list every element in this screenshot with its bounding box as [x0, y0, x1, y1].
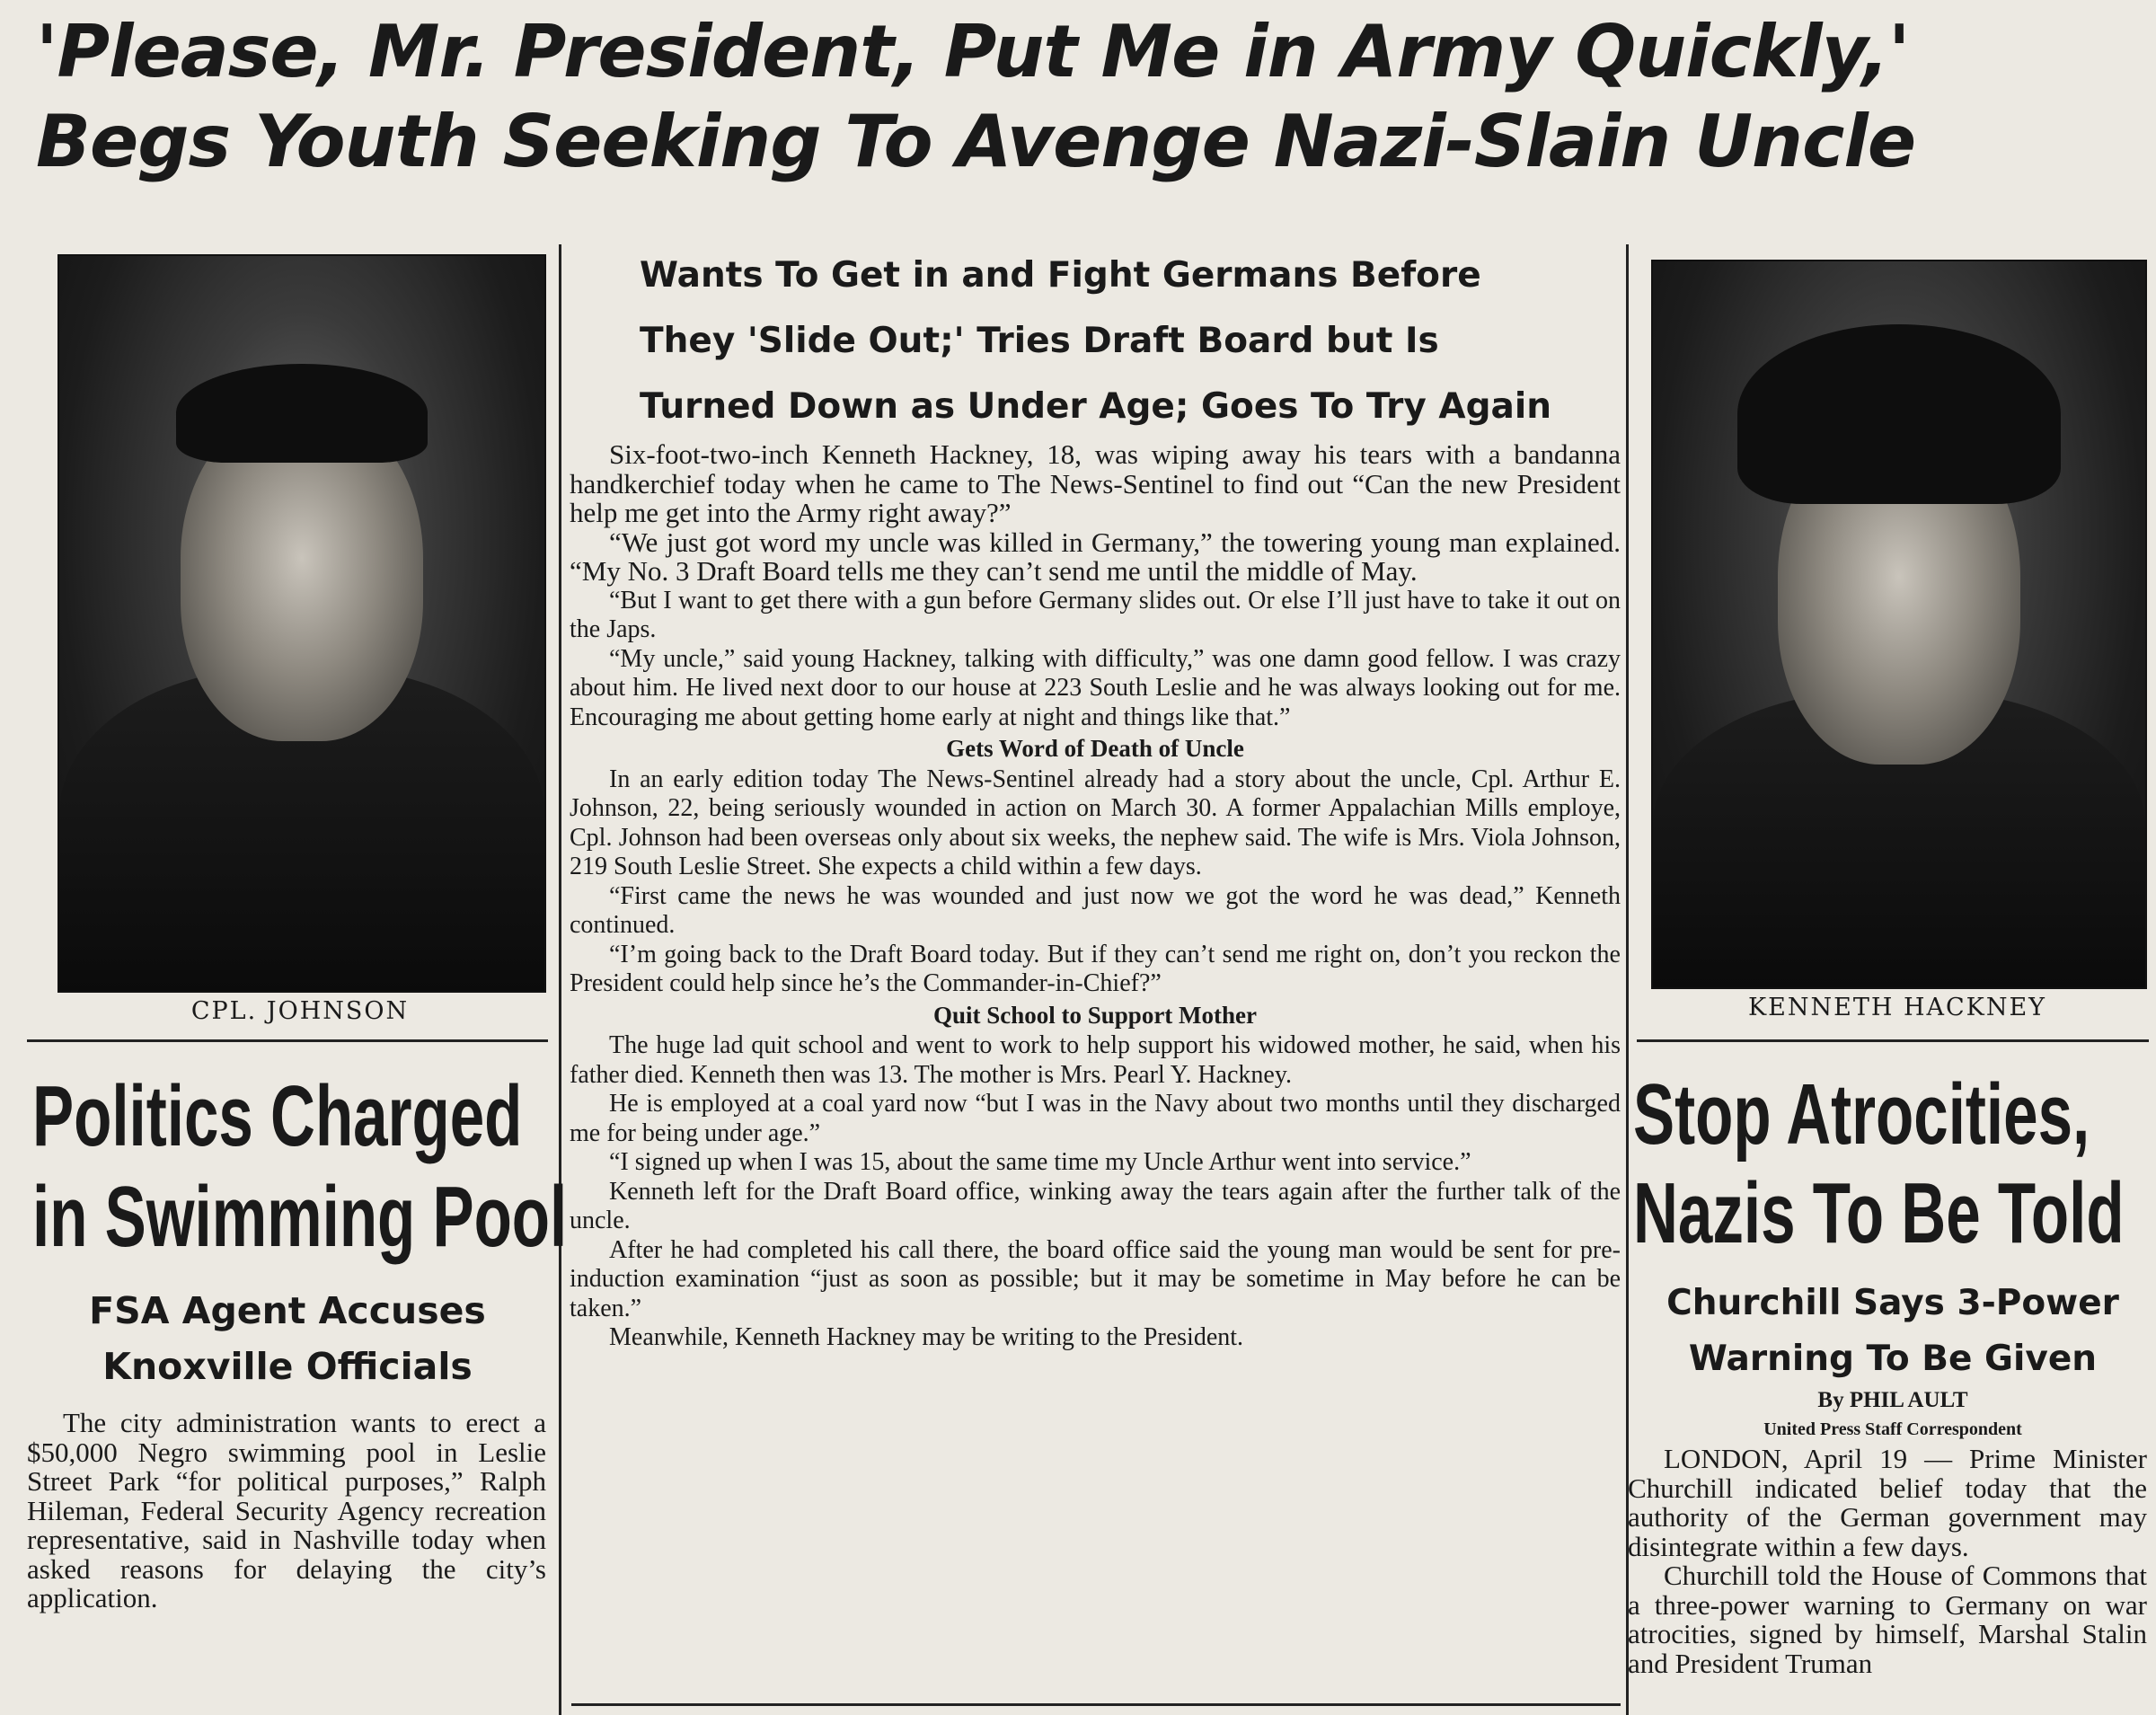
section-rule-left [27, 1039, 548, 1042]
left-story-headline-line2: in Swimming Pool [32, 1169, 568, 1265]
main-paragraph: Six-foot-two-inch Kenneth Hackney, 18, was wiping away his tears with a bandanna handkerchief today when he came to The News-Sentinel to find out “Can the new President help me get into the Army right away?” [570, 438, 1621, 528]
left-story-headline-line1: Politics Charged [32, 1068, 523, 1164]
main-story-body [570, 440, 1621, 1353]
caption-kenneth-hackney: KENNETH HACKNEY [1747, 994, 2046, 1021]
banner-headline-line1: 'Please, Mr. President, Put Me in Army Quickly,' [36, 10, 1910, 93]
main-paragraph: The huge lad quit school and went to work to help support his widowed mother, he said, when his father died. Kenneth then was 13. The mother is Mrs. Pearl Y. Hackney. [570, 1031, 1621, 1089]
banner-headline-line2: Begs Youth Seeking To Avenge Nazi-Slain Uncle [36, 100, 1916, 183]
left-story-subhead [36, 1283, 539, 1394]
deck-line2: They 'Slide Out;' Tries Draft Board but Is [640, 321, 1439, 361]
caption-cpl-johnson: CPL. JOHNSON [190, 997, 410, 1025]
right-subhead-line1: Churchill Says 3-Power [1666, 1283, 2119, 1323]
main-paragraph: “I signed up when I was 15, about the same time my Uncle Arthur went into service.” [609, 1148, 1471, 1176]
right-story-paragraph: Churchill told the House of Commons that a three-power warning to Germany on war atrocities, signed by himself, Marshal Stalin and President Truman [1628, 1560, 2147, 1679]
story-end-rule [571, 1703, 1621, 1706]
main-paragraph: In an early edition today The News-Sentinel already had a story about the uncle, Cpl. Arthur E. Johnson, 22, being seriously wounded in action on March 30. A former Appalachian Mills employe, Cpl. Johnson had been overseas only about six weeks, the nephew said. The wife is Mrs. Viola Johnson, 219 South Leslie Street. She expects a child within a few days. [570, 765, 1621, 880]
main-paragraph: “My uncle,” said young Hackney, talking with difficulty,” was one damn good fellow. I was crazy about him. He lived next door to our house at 223 South Leslie and he was always looking out for me. Encouraging me about getting home early at night and things like that.” [570, 644, 1621, 731]
section-rule-right [1637, 1039, 2149, 1042]
left-subhead-line2: Knoxville Officials [102, 1345, 473, 1388]
main-paragraph: Meanwhile, Kenneth Hackney may be writing to the President. [609, 1323, 1244, 1351]
left-subhead-line1: FSA Agent Accuses [89, 1289, 486, 1332]
right-subhead-line2: Warning To Be Given [1688, 1339, 2098, 1379]
main-paragraph: After he had completed his call there, the board office said the young man would be sent for pre-induction examination “just as soon as possible; but it may be sometime in May before he can be taken.” [570, 1235, 1621, 1322]
left-story-body [27, 1409, 546, 1613]
right-story-credit: United Press Staff Correspondent [1763, 1419, 2022, 1439]
main-paragraph: “But I want to get there with a gun before Germany slides out. Or else I’ll just have to take it out on the Japs. [570, 586, 1621, 643]
main-subhead: Quit School to Support Mother [932, 1001, 1258, 1029]
main-paragraph: He is employed at a coal yard now “but I was in the Navy about two months until they discharged me for being under age.” [570, 1090, 1621, 1147]
main-subhead: Gets Word of Death of Uncle [946, 735, 1244, 762]
right-story-headline-line2: Nazis To Be Told [1633, 1165, 2125, 1261]
deck-line3: Turned Down as Under Age; Goes To Try Again [640, 386, 1551, 427]
deck-line1: Wants To Get in and Fight Germans Before [640, 255, 1481, 296]
right-story-headline-line1: Stop Atrocities, [1633, 1066, 2090, 1162]
main-paragraph: “We just got word my uncle was killed in Germany,” the towering young man explained. “My No. 3 Draft Board tells me they can’t send me until the middle of May. [570, 526, 1621, 587]
main-paragraph: “First came the news he was wounded and just now we got the word he was dead,” Kenneth continued. [570, 881, 1621, 939]
left-story-paragraph: The city administration wants to erect a $50,000 Negro swimming pool in Leslie Street Park “for political purposes,” Ralph Hileman, Federal Security Agency recreation representative, said in Nashville today when asked reasons for delaying the city’s application. [27, 1407, 546, 1613]
banner-headline [36, 7, 2138, 187]
photo-cpl-johnson [57, 254, 546, 993]
main-paragraph: “I’m going back to the Draft Board today. But if they can’t send me right on, don’t you reckon the President could help since he’s the Commander-in-Chief?” [570, 940, 1621, 997]
main-paragraph: Kenneth left for the Draft Board office, winking away the tears again after the further talk of the uncle. [570, 1177, 1621, 1234]
photo-kenneth-hackney [1651, 260, 2147, 989]
story-deck [640, 243, 1619, 439]
right-story-byline: By PHIL AULT [1817, 1388, 1968, 1412]
right-story-subhead [1637, 1276, 2149, 1387]
right-story-body [1628, 1445, 2147, 1714]
right-story-paragraph: LONDON, April 19 — Prime Minister Churchill indicated belief today that the authority of the German government may disintegrate within a few days. [1628, 1445, 2147, 1562]
column-rule-left [559, 244, 561, 1715]
